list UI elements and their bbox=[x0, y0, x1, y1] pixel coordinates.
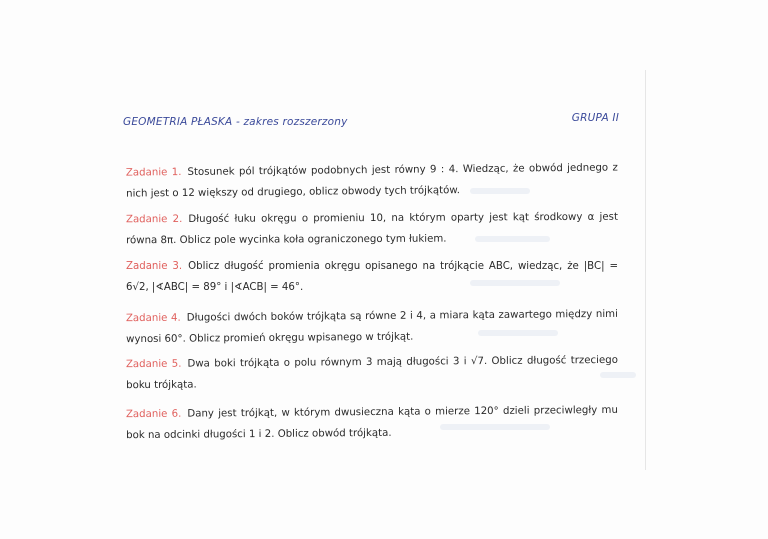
task-2 bbox=[126, 207, 618, 252]
task-1 bbox=[126, 157, 618, 204]
task-label: Zadanie 2. bbox=[125, 213, 183, 226]
group-label: GRUPA II bbox=[571, 112, 619, 124]
task-label: Zadanie 1. bbox=[125, 166, 182, 179]
task-6 bbox=[126, 400, 618, 446]
task-4 bbox=[126, 304, 618, 350]
task-label: Zadanie 5. bbox=[125, 358, 182, 371]
page-edge-shadow bbox=[645, 70, 646, 470]
task-label: Zadanie 4. bbox=[125, 312, 181, 325]
worksheet-title: GEOMETRIA PŁASKA - zakres rozszerzony bbox=[123, 116, 348, 128]
task-text: Stosunek pól trójkątów podobnych jest równy 9 : 4. Wiedząc, że obwód jednego z nich jest o 12 większy od drugiego, oblicz obwody tych trójkątów. bbox=[126, 162, 618, 200]
task-text: Długości dwóch boków trójkąta są równe 2 i 4, a miara kąta zawartego między nimi wynosi 60°. Oblicz promień okręgu wpisanego w trójkąt. bbox=[126, 308, 618, 346]
task-text: Dwa boki trójkąta o polu równym 3 mają długości 3 i √7. Oblicz długość trzeciego boku trójkąta. bbox=[126, 354, 618, 392]
task-text: Oblicz długość promienia okręgu opisanego na trójkącie ABC, wiedząc, że |BC| = 6√2, |∢ABC| = 89° i |∢ACB| = 46°. bbox=[126, 261, 618, 293]
task-label: Zadanie 6. bbox=[125, 408, 182, 421]
task-5 bbox=[126, 350, 618, 396]
task-3 bbox=[126, 256, 618, 298]
task-text: Długość łuku okręgu o promieniu 10, na którym oparty jest kąt środkowy α jest równa 8π. Oblicz pole wycinka koła ograniczonego tym łukiem. bbox=[126, 211, 618, 247]
task-label: Zadanie 3. bbox=[126, 261, 183, 272]
worksheet-header bbox=[123, 112, 619, 132]
task-text: Dany jest trójkąt, w którym dwusieczna kąta o mierze 120° dzieli przeciwległy mu bok na odcinki długości 1 i 2. Oblicz obwód trójkąta. bbox=[126, 404, 618, 442]
